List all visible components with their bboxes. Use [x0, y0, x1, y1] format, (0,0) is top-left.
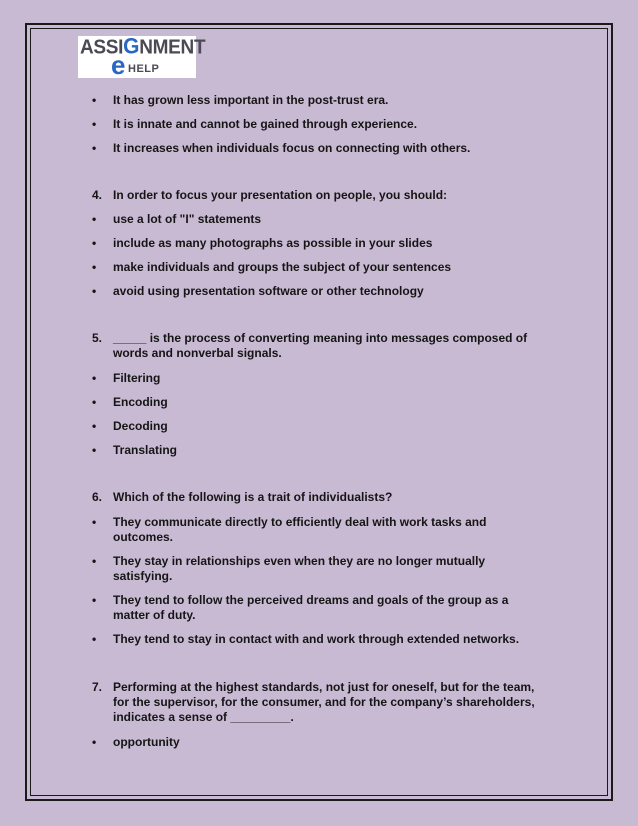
bullet-glyph: •: [92, 419, 97, 433]
answer-option: Translating: [113, 443, 178, 457]
answer-option: avoid using presentation software or other technology: [113, 284, 424, 298]
bullet-glyph: •: [92, 236, 97, 250]
logo-wordmark: ASSIGNMENT: [80, 34, 206, 59]
question-text: Which of the following is a trait of individualists?: [113, 490, 393, 504]
answer-option: satisfying.: [113, 569, 173, 583]
bullet-glyph: •: [92, 515, 97, 529]
list-item: It has grown less important in the post-trust era.: [113, 93, 389, 107]
bullet-glyph: •: [92, 632, 97, 646]
bullet-glyph: •: [92, 141, 97, 155]
list-item: It is innate and cannot be gained through experience.: [113, 117, 418, 131]
answer-option: include as many photographs as possible in your slides: [113, 236, 433, 250]
bullet-glyph: •: [92, 93, 97, 107]
bullet-glyph: •: [92, 554, 97, 568]
answer-option: They stay in relationships even when they are no longer mutually: [113, 554, 486, 568]
question-number: 6.: [92, 490, 103, 504]
question-text: _____ is the process of converting meaning into messages composed of: [113, 331, 528, 345]
bullet-glyph: •: [92, 117, 97, 131]
answer-option: make individuals and groups the subject of your sentences: [113, 260, 452, 274]
answer-option: They communicate directly to efficiently deal with work tasks and: [113, 515, 487, 529]
question-number: 5.: [92, 331, 103, 345]
answer-option: opportunity: [113, 735, 180, 749]
bullet-glyph: •: [92, 443, 97, 457]
bullet-glyph: •: [92, 395, 97, 409]
logo-e-letter: e: [111, 50, 126, 80]
bullet-glyph: •: [92, 284, 97, 298]
question-text: Performing at the highest standards, not just for oneself, but for the team,: [113, 680, 535, 694]
answer-option: They tend to stay in contact with and work through extended networks.: [113, 632, 520, 646]
answer-option: outcomes.: [113, 530, 174, 544]
logo-help-text: HELP: [128, 63, 160, 75]
answer-option: Encoding: [113, 395, 168, 409]
question-text: indicates a sense of _________.: [113, 710, 294, 724]
question-number: 7.: [92, 680, 103, 694]
answer-option: use a lot of "I" statements: [113, 212, 262, 226]
question-text: In order to focus your presentation on people, you should:: [113, 188, 448, 202]
answer-option: Decoding: [113, 419, 168, 433]
bullet-glyph: •: [92, 371, 97, 385]
bullet-glyph: •: [92, 260, 97, 274]
answer-option: matter of duty.: [113, 608, 196, 622]
bullet-glyph: •: [92, 735, 97, 749]
answer-option: Filtering: [113, 371, 161, 385]
question-number: 4.: [92, 188, 103, 202]
question-text: words and nonverbal signals.: [113, 346, 282, 360]
question-text: for the supervisor, for the consumer, and for the company’s shareholders,: [113, 695, 535, 709]
bullet-glyph: •: [92, 593, 97, 607]
list-item: It increases when individuals focus on connecting with others.: [113, 141, 471, 155]
bullet-glyph: •: [92, 212, 97, 226]
answer-option: They tend to follow the perceived dreams and goals of the group as a: [113, 593, 509, 607]
